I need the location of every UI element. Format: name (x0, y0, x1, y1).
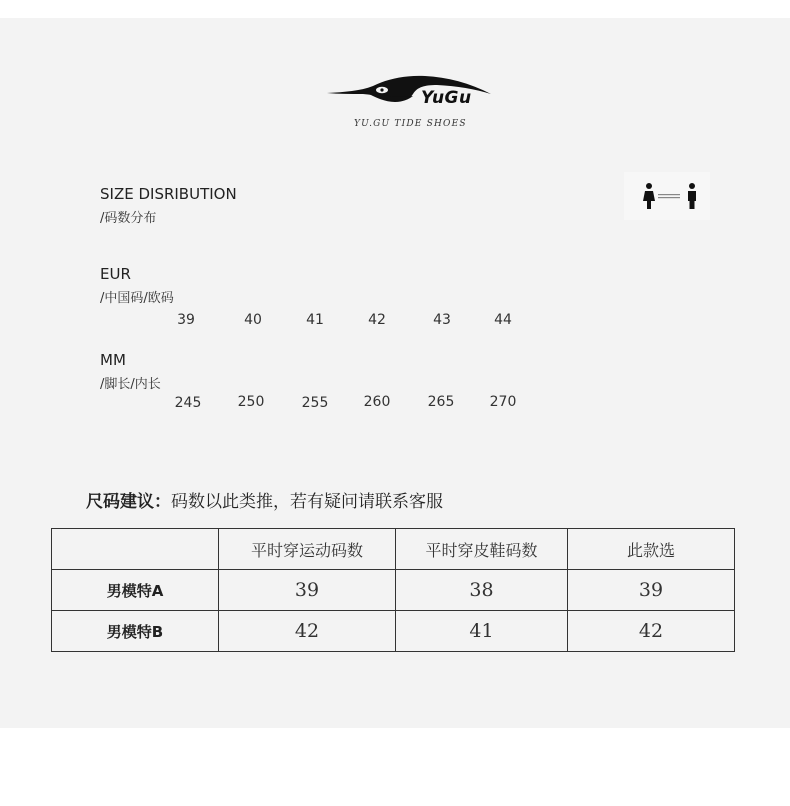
model-name: 男模特B (52, 611, 219, 652)
eur-title: EUR (100, 265, 131, 283)
table-cell: 42 (219, 611, 396, 652)
table-header-row (52, 529, 735, 570)
table-row (52, 611, 735, 652)
model-name: 男模特A (52, 570, 219, 611)
table-header-cell: 平时穿运动码数 (219, 529, 396, 570)
table-row (52, 570, 735, 611)
mm-value: 265 (427, 394, 455, 410)
mm-value: 270 (489, 394, 517, 410)
eur-subtitle: /中国码/欧码 (100, 291, 174, 306)
size-recommendation (86, 487, 443, 512)
table-header-cell (52, 529, 219, 570)
mm-value: 250 (237, 394, 265, 410)
eur-value: 42 (368, 312, 386, 328)
mm-value: 255 (301, 395, 329, 411)
recommendation-label: 尺码建议： (86, 492, 171, 512)
eur-value: 41 (306, 312, 324, 328)
brand-tagline: YU.GU TIDE SHOES (354, 119, 467, 129)
table-cell: 42 (568, 611, 735, 652)
table-header-cell: 此款选 (568, 529, 735, 570)
table-header-cell: 平时穿皮鞋码数 (396, 529, 568, 570)
eur-value: 40 (244, 312, 262, 328)
table-cell: 41 (396, 611, 568, 652)
mm-title: MM (100, 351, 126, 369)
mm-value: 260 (363, 394, 391, 410)
male-female-figures-icon (624, 172, 710, 220)
recommendation-text: 码数以此类推，若有疑问请联系客服 (171, 492, 443, 512)
table-cell: 39 (219, 570, 396, 611)
table-cell: 38 (396, 570, 568, 611)
size-distribution-subtitle: /码数分布 (100, 211, 157, 226)
mm-value: 245 (174, 395, 202, 411)
size-distribution-title: SIZE DISRIBUTION (100, 185, 237, 203)
mm-subtitle: /脚长/内长 (100, 377, 161, 392)
eur-value: 44 (494, 312, 512, 328)
brand-name: YuGu (421, 88, 472, 108)
eur-value: 43 (433, 312, 451, 328)
size-table (51, 528, 735, 652)
table-cell: 39 (568, 570, 735, 611)
eur-value: 39 (177, 312, 195, 328)
